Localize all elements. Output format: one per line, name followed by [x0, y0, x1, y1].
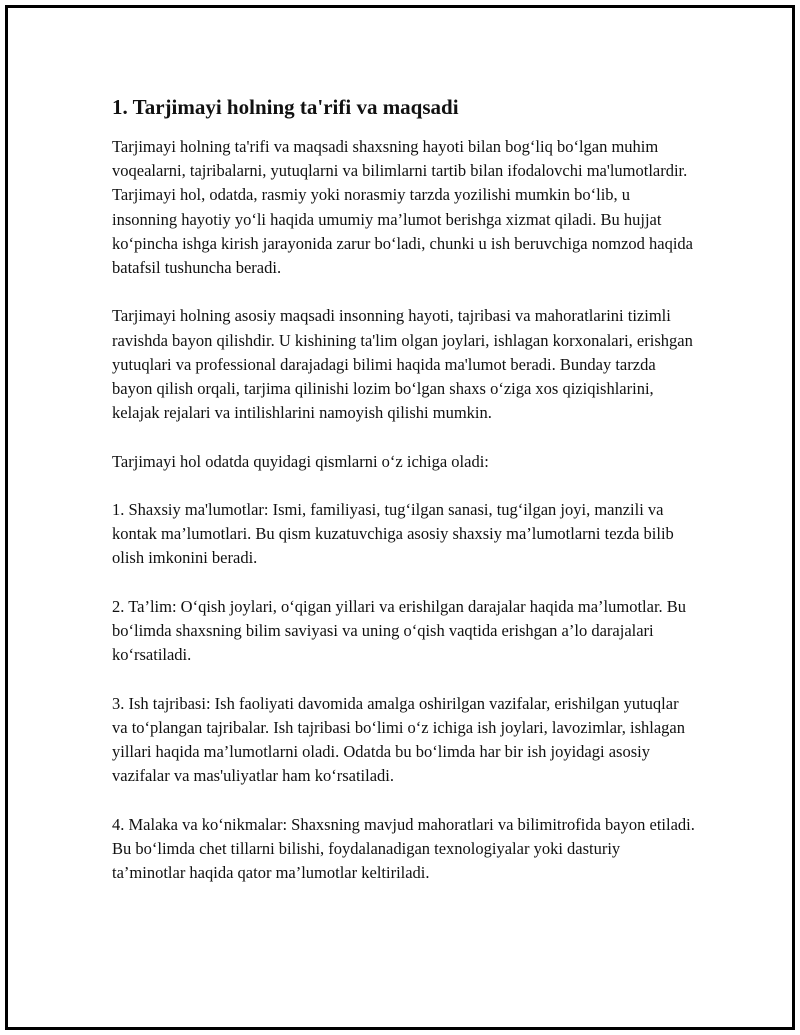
paragraph-skills: 4. Malaka va ko‘nikmalar: Shaxsning mavjud mahoratlari va bilimitrofida bayon etiladi. Bu bo‘limda chet tillarni bilishi, foydalanadigan texnologiyalar yoki dasturiy ta’minotlar haqida qator ma’lumotlar keltiriladi.	[112, 814, 695, 882]
paragraph-definition: Tarjimayi holning ta'rifi va maqsadi shaxsning hayoti bilan bog‘liq bo‘lgan muhim voqealarni, tajribalarni, yutuqlarni va bilimlarni tartib bilan ifodalovchi ma'lumotlardir. Tarjimayi hol, odatda, rasmiy yoki norasmiy tarzda yozilishi mumkin bo‘lib, u insonning hayotiy yo‘li haqida umumiy ma’lumot berishga xizmat qiladi. Bu hujjat ko‘pincha ishga kirish jarayonida zarur bo‘ladi, chunki u ish beruvchiga nomzod haqida batafsil tushuncha beradi.	[112, 137, 693, 278]
paragraph-education: 2. Ta’lim: O‘qish joylari, o‘qigan yillari va erishilgan darajalar haqida ma’lumotlar. Bu bo‘limda shaxsning bilim saviyasi va uning o‘qish vaqtida erishgan a’lo darajalari ko‘rsatiladi.	[112, 596, 687, 665]
paragraph-parts-intro: Tarjimayi hol odatda quyidagi qismlarni o‘z ichiga oladi:	[112, 451, 489, 471]
paragraph-purpose: Tarjimayi holning asosiy maqsadi insonning hayoti, tajribasi va mahoratlarini tizimli ravishda bayon qilishdir. U kishining ta'lim olgan joylari, ishlagan korxonalari, erishgan yutuqlari va professional darajadagi bilimi haqida ma'lumot beradi. Bunday tarzda bayon qilish orqali, tarjima qilinishi lozim bo‘lgan shaxs o‘ziga xos qiziqishlarini, kelajak rejalari va intilishlarini namoyish qilishi mumkin.	[112, 306, 693, 423]
paragraph-personal-info: 1. Shaxsiy ma'lumotlar: Ismi, familiyasi, tug‘ilgan sanasi, tug‘ilgan joyi, manzili va kontak ma’lumotlari. Bu qism kuzatuvchiga asosiy shaxsiy ma’lumotlarni tezda bilib olish imkonini beradi.	[112, 500, 674, 568]
document-body	[112, 93, 697, 909]
section-heading: 1. Tarjimayi holning ta'rifi va maqsadi	[112, 95, 459, 119]
paragraph-work-experience: 3. Ish tajribasi: Ish faoliyati davomida amalga oshirilgan vazifalar, erishilgan yutuqlar va to‘plangan tajribalar. Ish tajribasi bo‘limi o‘z ichiga ish joylari, lavozimlar, ishlagan yillari haqida ma’lumotlarni oladi. Odatda bu bo‘limda har bir ish joyidagi asosiy vazifalar va mas'uliyatlar ham ko‘rsatiladi.	[112, 693, 686, 786]
